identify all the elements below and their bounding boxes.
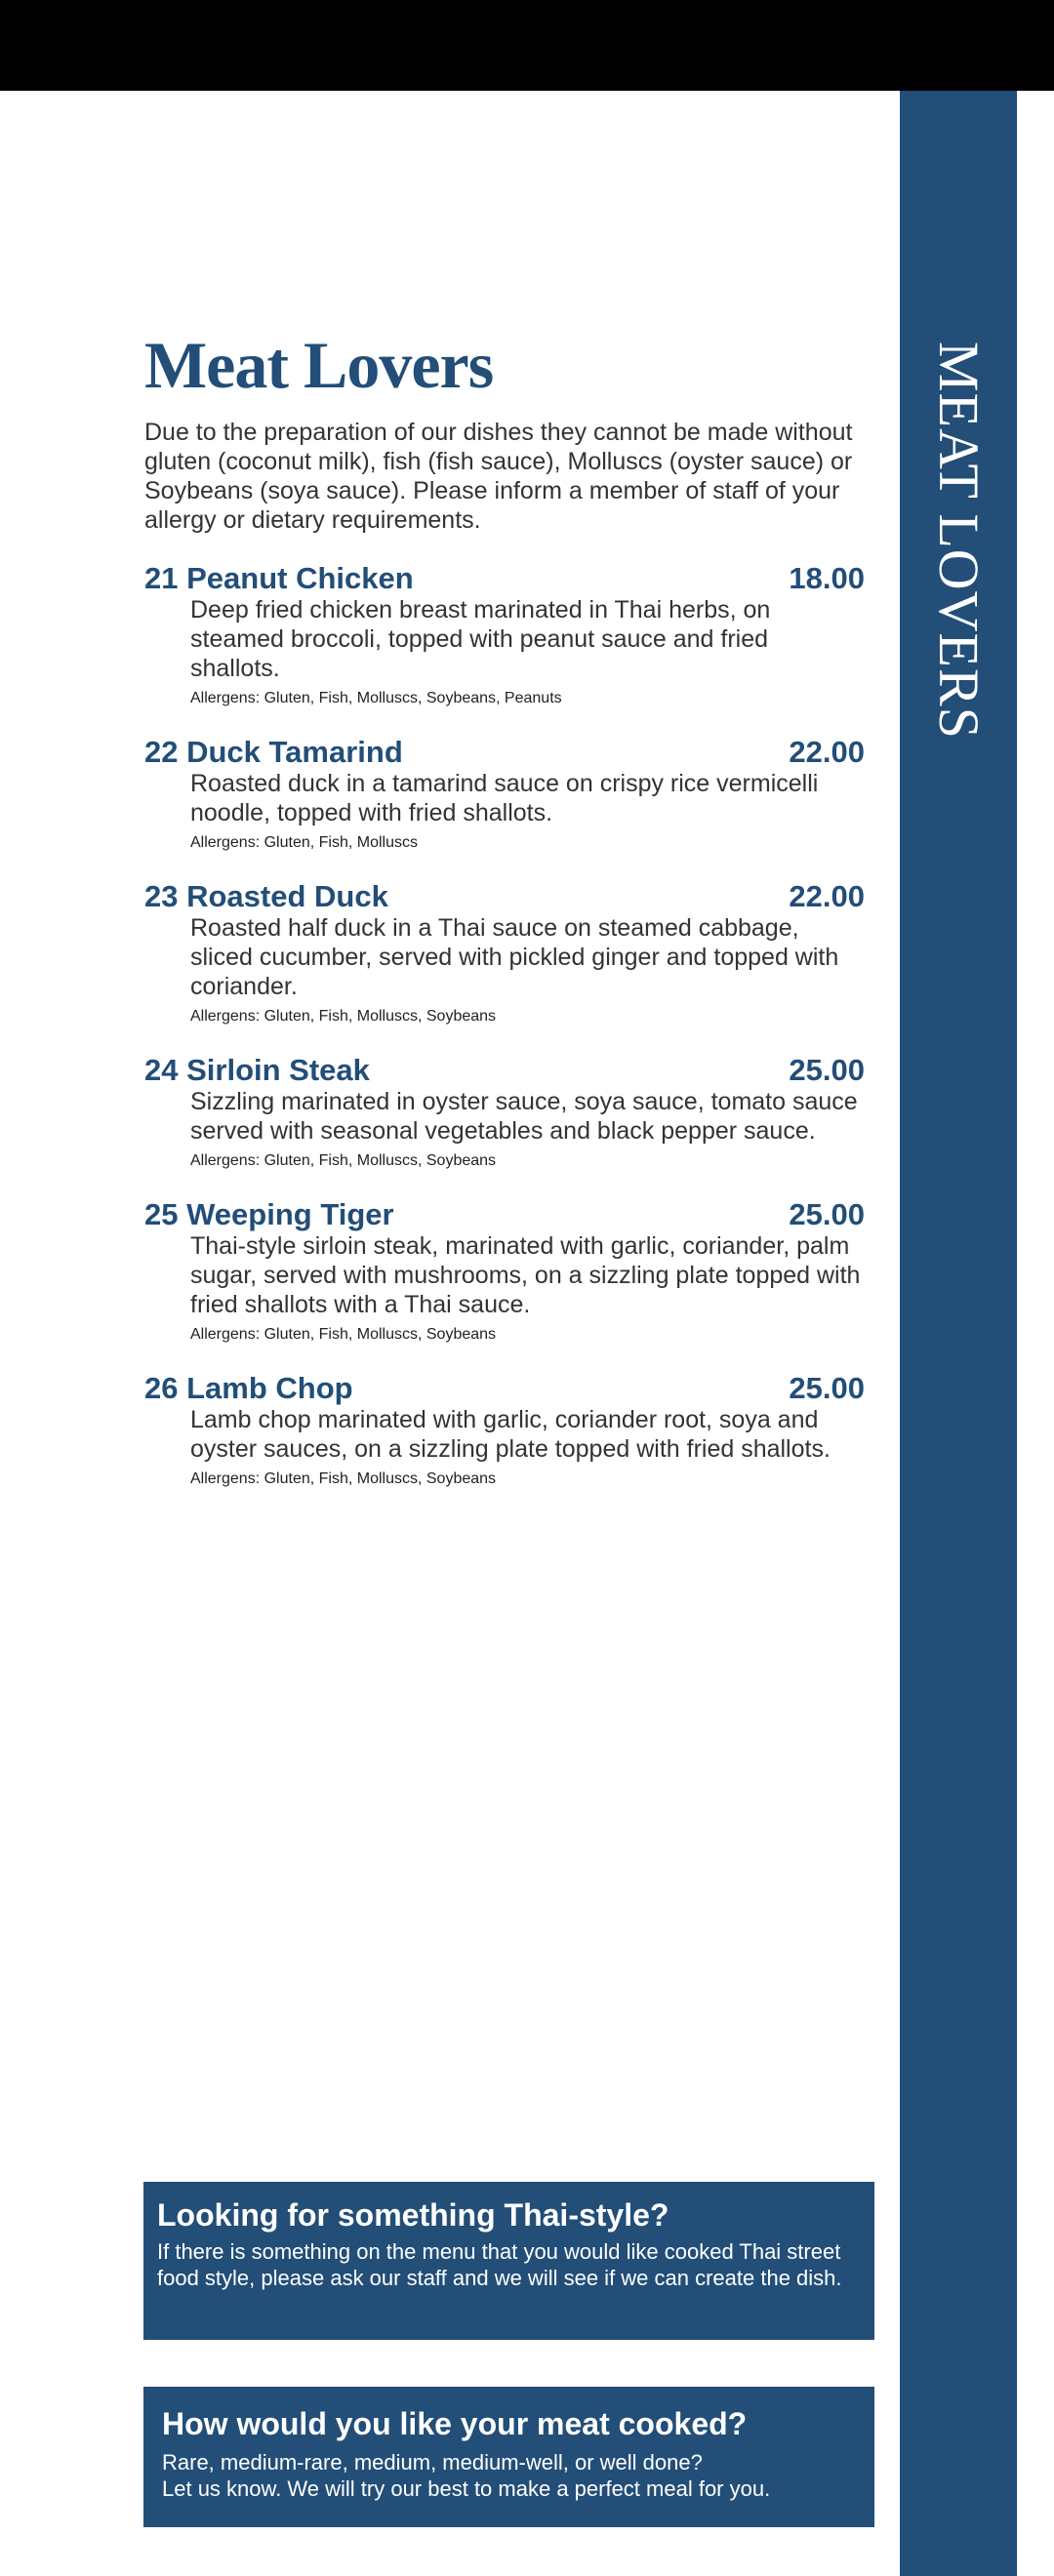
thai-style-box-text: If there is something on the menu that you would like cooked Thai street food style, please ask our staff and we will see if we can create the dish. [157, 2239, 842, 2290]
menu-item-header [144, 1054, 874, 1087]
menu-item-title [144, 880, 388, 913]
menu-items [144, 562, 874, 1489]
thai-style-info-box [143, 2182, 874, 2340]
menu-item-number: 21 [144, 561, 179, 595]
menu-item-description: Lamb chop marinated with garlic, coriander root, soya and oyster sauces, on a sizzling plate topped with fried shallots. [190, 1406, 831, 1463]
menu-item [144, 1054, 874, 1171]
meat-cooked-box-text [162, 2449, 857, 2502]
menu-item-header [144, 1198, 874, 1231]
menu-item [144, 1198, 874, 1345]
menu-item-price: 22.00 [789, 879, 865, 913]
menu-item-description: Roasted half duck in a Thai sauce on steamed cabbage, sliced cucumber, served with pickled ginger and topped with coriander. [190, 914, 839, 1000]
meat-cooked-box-title: How would you like your meat cooked? [162, 2406, 748, 2441]
menu-item-description: Thai-style sirloin steak, marinated with garlic, coriander, palm sugar, served with mushrooms, on a sizzling plate topped with fried shallots with a Thai sauce. [190, 1232, 861, 1318]
menu-item-number: 23 [144, 879, 179, 913]
menu-item-name: Peanut Chicken [186, 561, 414, 595]
menu-item-header [144, 880, 874, 913]
menu-item-header [144, 562, 874, 595]
menu-item-price: 25.00 [789, 1371, 865, 1405]
menu-item [144, 880, 874, 1026]
menu-item-header [144, 1372, 874, 1405]
menu-item-price: 18.00 [789, 561, 865, 595]
menu-item-name: Weeping Tiger [186, 1197, 394, 1231]
menu-item-number: 26 [144, 1371, 179, 1405]
menu-item-number: 24 [144, 1053, 179, 1087]
menu-item-allergens: Allergens: Gluten, Fish, Molluscs, Soybeans, Peanuts [190, 690, 562, 706]
menu-item-title [144, 1054, 370, 1087]
menu-item-description: Roasted duck in a tamarind sauce on crispy rice vermicelli noodle, topped with fried shallots. [190, 770, 819, 826]
menu-item-number: 25 [144, 1197, 179, 1231]
menu-item-description: Sizzling marinated in oyster sauce, soya sauce, tomato sauce served with seasonal vegetables and black pepper sauce. [190, 1088, 858, 1145]
right-margin-strip [1017, 91, 1054, 2576]
menu-item-price: 25.00 [789, 1053, 865, 1087]
menu-item-number: 22 [144, 735, 179, 769]
menu-item-price: 25.00 [789, 1197, 865, 1231]
menu-item-header [144, 736, 874, 769]
menu-item-allergens: Allergens: Gluten, Fish, Molluscs, Soybeans [190, 1326, 497, 1343]
menu-item-name: Roasted Duck [186, 879, 388, 913]
menu-item-allergens: Allergens: Gluten, Fish, Molluscs, Soybeans [190, 1008, 497, 1025]
menu-item [144, 1372, 874, 1489]
menu-item-allergens: Allergens: Gluten, Fish, Molluscs [190, 834, 418, 851]
thai-style-box-title: Looking for something Thai-style? [157, 2197, 669, 2233]
menu-item-title [144, 1198, 394, 1231]
page-title: Meat Lovers [144, 328, 494, 402]
menu-item [144, 562, 874, 708]
menu-item-description: Deep fried chicken breast marinated in Thai herbs, on steamed broccoli, topped with peanut sauce and fried shallots. [190, 596, 771, 682]
allergy-notice: Due to the preparation of our dishes they cannot be made without gluten (coconut milk), fish (fish sauce), Molluscs (oyster sauce) or Soybeans (soya sauce). Please inform a member of staff of your allergy or dietary requirements. [144, 419, 853, 534]
side-banner-text: MEAT LOVERS [927, 342, 991, 740]
menu-item [144, 736, 874, 853]
menu-item-name: Sirloin Steak [186, 1053, 370, 1087]
meat-cooked-info-box [143, 2387, 874, 2527]
menu-section [144, 328, 874, 1516]
menu-item-title [144, 1372, 353, 1405]
meat-cooked-line-1: Rare, medium-rare, medium, medium-well, or well done? [162, 2450, 703, 2475]
menu-item-name: Lamb Chop [186, 1371, 353, 1405]
menu-item-allergens: Allergens: Gluten, Fish, Molluscs, Soybeans [190, 1152, 497, 1169]
menu-item-allergens: Allergens: Gluten, Fish, Molluscs, Soybeans [190, 1470, 497, 1487]
meat-cooked-line-2: Let us know. We will try our best to make a perfect meal for you. [162, 2476, 771, 2501]
top-bar [0, 0, 1054, 91]
menu-item-title [144, 562, 414, 595]
menu-item-price: 22.00 [789, 735, 865, 769]
menu-item-name: Duck Tamarind [186, 735, 403, 769]
menu-item-title [144, 736, 403, 769]
